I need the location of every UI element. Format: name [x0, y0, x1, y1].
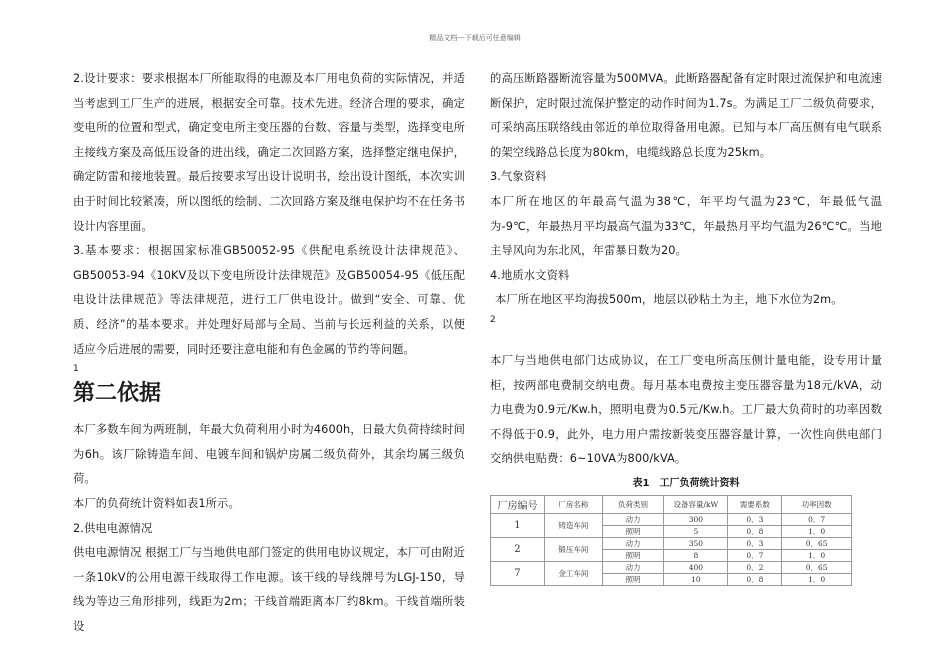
table-cell: 10 — [664, 573, 728, 585]
table-row — [491, 537, 852, 549]
table-row — [491, 513, 852, 525]
table-cell: 0．7 — [782, 513, 852, 525]
table-cell: 300 — [664, 513, 728, 525]
weather-paragraph: 本厂所在地区的年最高气温为38℃，年平均气温为23℃，年最低气温为-9℃，年最热月平均最高气温为33℃，年最热月平均气温为26℃℃。当地主导风向为东北风，年雷暴日数为20。 — [490, 194, 882, 258]
table-cell: 1．0 — [782, 549, 852, 561]
column-header: 需要系数 — [728, 495, 782, 513]
column-header: 设备容量/kW — [664, 495, 728, 513]
table-cell: 1．0 — [782, 525, 852, 537]
page-header: 精品文档---下载后可任意编辑 — [429, 34, 521, 42]
table-cell: 0．8 — [728, 525, 782, 537]
table-cell: 8 — [664, 549, 728, 561]
weather-heading: 3.气象资料 — [490, 170, 547, 184]
table-cell: 0．7 — [728, 549, 782, 561]
billing-paragraph: 本厂与当地供电部门达成协议，在工厂变电所高压侧计量电能，设专用计量柜，按两部电费制交纳电费。每月基本电费按主变压器容量为18元/kVA，动力电费为0.9元/Kw.h，照明电费为0.5元/Kw.h。工厂最大负荷时的功率因数不得低于0.9，此外，电力用户需按新装变压器容量计算，一次性向供电部门交纳供电贴费：6~10VA为800/kVA。 — [490, 353, 882, 466]
table-row — [491, 561, 852, 573]
design-requirements-paragraph: 2.设计要求：要求根据本厂所能取得的电源及本厂用电负荷的实际情况，并适当考虑到工厂生产的进展，根据安全可靠。技术先进。经济合理的要求，确定变电所的位置和型式，确定变电所主变压器的台数、容量与类型，选择变电所主接线方案及高低压设备的进出线，确定二次回路方案，选择整定继电保护，确定防雷和接地装置。最后按要求写出设计说明书，绘出设计图纸，本次实训由于时间比较紧凑，所以图纸的绘制、二次回路方案及继电保护均不在任务书设计内容里面。 — [73, 72, 465, 233]
table-cell: 0．2 — [728, 561, 782, 573]
breaker-paragraph: 的高压断路器断流容量为500MVA。此断路器配备有定时限过流保护和电流速断保护，定时限过流保护整定的动作时间为1.7s。为满足工厂二级负荷要求，可采纳高压联络线由邻近的单位取得备用电源。已知与本厂高压侧有电气联系的架空线路总长度为80km，电缆线路总长度为25km。 — [490, 72, 882, 159]
table-cell: 0．8 — [728, 573, 782, 585]
page-number: 2 — [490, 314, 496, 325]
table-title: 表1 工厂负荷统计资料 — [632, 477, 740, 489]
table-cell: 动力 — [602, 537, 664, 549]
table-cell: 400 — [664, 561, 728, 573]
column-header: 功率因数 — [782, 495, 852, 513]
power-supply-paragraph: 供电电源情况 根据工厂与当地供电部门签定的供用电协议规定，本厂可由附近一条10kV的公用电源干线取得工作电源。该干线的导线牌号为LGJ-150，导线为等边三角形排列，线距为2m；干线首端距离本厂约8km。干线首端所装设 — [73, 546, 465, 633]
table-cell: 0．3 — [728, 513, 782, 525]
basic-requirements-paragraph: 3.基本要求：根据国家标准GB50052-95《供配电系统设计法律规范》、GB50053-94《10KV及以下变电所设计法律规范》及GB50054-95《低压配电设计法律规范》等法律规范，进行工厂供电设计。做到“安全、可靠、优质、经济”的基本要求。并处理好局部与全局、当前与长远利益的关系，以便适应今后进展的需要，同时还要注意电能和有色金属的节约等问题。 — [73, 244, 465, 356]
table-cell: 动力 — [602, 513, 664, 525]
page-number: 1 — [73, 364, 79, 375]
table-cell: 1 — [491, 513, 545, 537]
table-cell: 照明 — [602, 549, 664, 561]
table-cell: 金工车间 — [544, 561, 602, 585]
column-header: 厂房名称 — [544, 495, 602, 513]
table-cell: 动力 — [602, 561, 664, 573]
geology-paragraph: 本厂所在地区平均海拔500m，地层以砂粘土为主，地下水位为2m。 — [495, 293, 843, 307]
table-cell: 350 — [664, 537, 728, 549]
right-column — [490, 67, 882, 586]
table-cell: 照明 — [602, 525, 664, 537]
left-column — [73, 67, 465, 639]
table-header-row — [491, 495, 852, 513]
section-heading: 第二依据 — [73, 380, 162, 407]
table-cell: 铸造车间 — [544, 513, 602, 537]
table-cell: 锻压车间 — [544, 537, 602, 561]
table-cell: 5 — [664, 525, 728, 537]
table-cell: 0．3 — [728, 537, 782, 549]
table-cell: 7 — [491, 561, 545, 585]
table-cell: 0．65 — [782, 537, 852, 549]
table-cell: 0．65 — [782, 561, 852, 573]
table-cell: 照明 — [602, 573, 664, 585]
power-supply-heading: 2.供电电源情况 — [73, 521, 153, 535]
column-header: 厂房编号 — [491, 495, 545, 513]
column-header: 负荷类别 — [602, 495, 664, 513]
geology-heading: 4.地质水文资料 — [490, 268, 570, 282]
load-stats-paragraph: 本厂的负荷统计资料如表1所示。 — [73, 496, 240, 510]
load-statistics-table — [490, 495, 852, 586]
table-cell: 1．0 — [782, 573, 852, 585]
workshop-paragraph: 本厂多数车间为两班制，年最大负荷利用小时为4600h，日最大负荷持续时间为6h。该厂除铸造车间、电镀车间和锅炉房属二级负荷外，其余均属三级负荷。 — [73, 423, 465, 486]
table-cell: 2 — [491, 537, 545, 561]
